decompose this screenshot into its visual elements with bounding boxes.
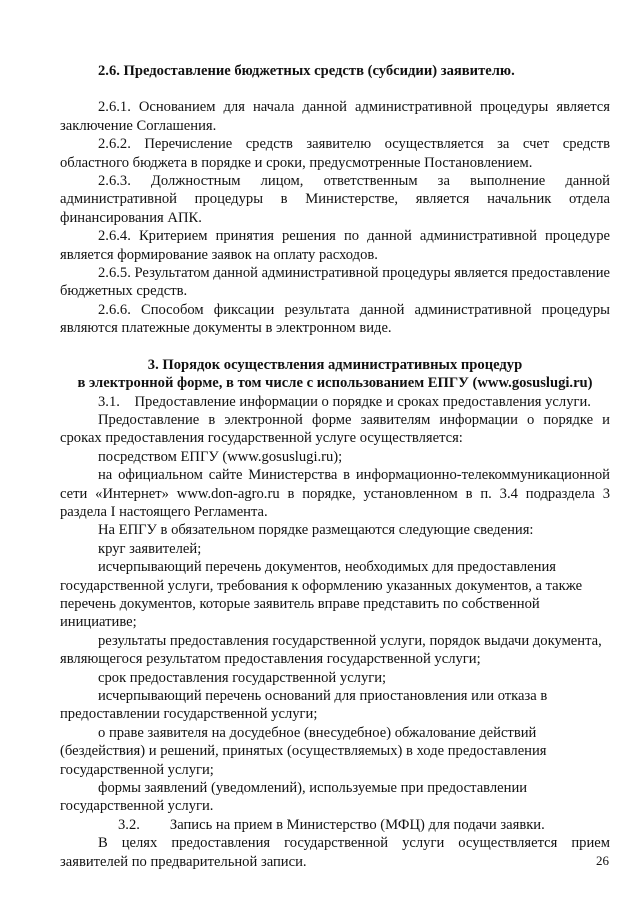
paragraph-2-6-3: 2.6.3. Должностным лицом, ответственным за выполнение данной административной процедуры в Министерстве, является начальник отдела финансирования АПК. <box>60 173 610 226</box>
paragraph-3-2 <box>60 816 610 834</box>
section-3-heading-line2: в электронной форме, в том числе с использованием ЕПГУ (www.gosuslugi.ru) <box>77 375 593 392</box>
section-3-heading <box>60 356 610 393</box>
list-item-term: срок предоставления государственной услуги; <box>98 669 387 686</box>
paragraph-official-site: на официальном сайте Министерства в информационно-телекоммуникационной сети «Интернет» www.don-agro.ru в порядке, установленном в п. 3.4 подраздела 3 раздела I настоящего Регламента. <box>60 467 610 520</box>
list-item-appeal: о праве заявителя на досудебное (внесудебное) обжалование действий (бездействия) и решений, принятых (осуществляемых) в ходе предоставления государственной услуги; <box>60 724 547 778</box>
section-2-6-heading: 2.6. Предоставление бюджетных средств (субсидии) заявителю. <box>98 63 515 79</box>
list-item-circle: круг заявителей; <box>98 540 202 557</box>
paragraph-info: Предоставление в электронной форме заявителям информации о порядке и сроках предоставления государственной услуге осуществляется: <box>60 411 610 447</box>
paragraph-via-epgu: посредством ЕПГУ (www.gosuslugi.ru); <box>98 448 343 465</box>
page-number: 26 <box>596 853 609 868</box>
paragraph-3-1: 3.1. Предоставление информации о порядке и сроках предоставления услуги. <box>98 393 591 410</box>
section-3-heading-line1: 3. Порядок осуществления административных процедур <box>147 356 523 373</box>
paragraph-2-6-4: 2.6.4. Критерием принятия решения по данной административной процедуре является формирование заявок на оплату расходов. <box>60 228 610 263</box>
paragraph-3-2-text: Запись на прием в Министерство (МФЦ) для подачи заявки. <box>169 816 545 833</box>
paragraph-2-6-1: 2.6.1. Основанием для начала данной административной процедуры является заключение Соглашения. <box>60 99 610 134</box>
paragraph-3-2-number: 3.2. <box>118 816 140 833</box>
list-item-grounds: исчерпывающий перечень оснований для приостановления или отказа в предоставлении государственной услуги; <box>60 688 548 723</box>
paragraph-prelim: В целях предоставления государственной услуги осуществляется прием заявителей по предварительной записи. <box>60 835 610 870</box>
paragraph-2-6-2: 2.6.2. Перечисление средств заявителю осуществляется за счет средств областного бюджета в порядке и сроки, предусмотренные Постановлением. <box>60 136 610 171</box>
paragraph-2-6-6: 2.6.6. Способом фиксации результата данной административной процедуры являются платежные документы в электронном виде. <box>60 301 610 337</box>
list-item-documents: исчерпывающий перечень документов, необходимых для предоставления государственной услуги, требования к оформлению указанных документов, а также перечень документов, которые заявитель вправе представить по собственной инициативе; <box>60 559 583 631</box>
paragraph-2-6-5: 2.6.5. Результатом данной административной процедуры является предоставление бюджетных средств. <box>60 265 611 300</box>
list-item-forms: формы заявлений (уведомлений), используемые при предоставлении государственной услуги. <box>60 780 528 815</box>
paragraph-epgu-info: На ЕПГУ в обязательном порядке размещаются следующие сведения: <box>98 522 534 539</box>
document-page <box>60 62 610 871</box>
list-item-results: результаты предоставления государственной услуги, порядок выдачи документа, являющегося результатом предоставления государственной услуги; <box>60 632 602 668</box>
